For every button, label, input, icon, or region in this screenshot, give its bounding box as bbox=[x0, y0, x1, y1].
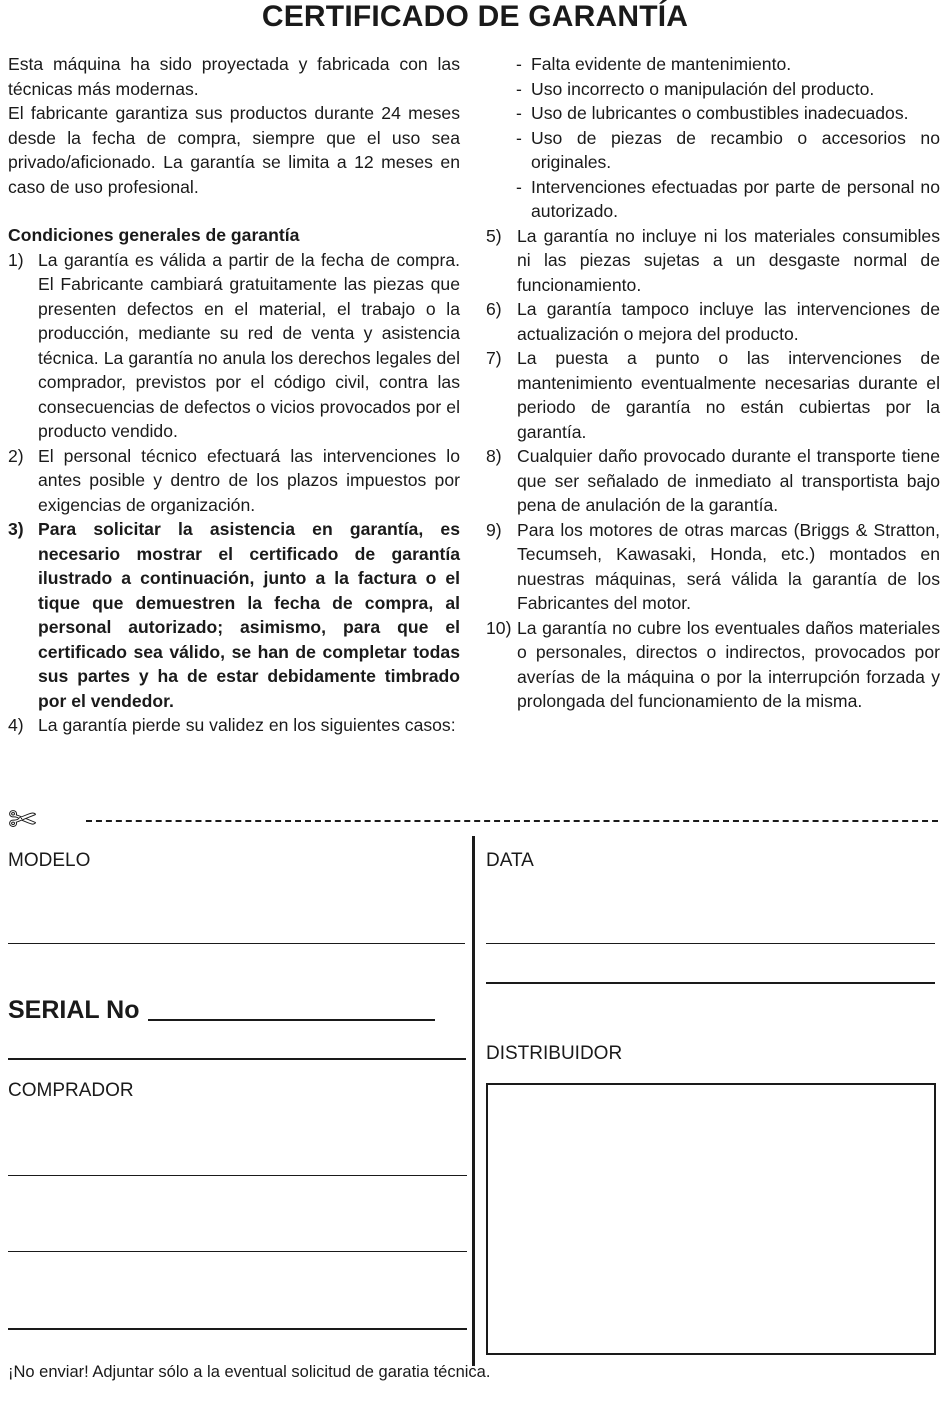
condition-text: La garantía pierde su validez en los siguientes casos: bbox=[38, 715, 456, 735]
distribuidor-label: DISTRIBUIDOR bbox=[486, 1043, 623, 1064]
exclusion-cases-list bbox=[486, 52, 940, 224]
condition-item-2 bbox=[8, 444, 460, 518]
scissors-icon: ✄ bbox=[8, 801, 37, 839]
condition-text: La garantía tampoco incluye las intervenciones de actualización o mejora del producto. bbox=[517, 299, 940, 344]
condition-number: 5) bbox=[486, 225, 502, 246]
serial-number-label: SERIAL No bbox=[8, 996, 140, 1024]
condition-text: Cualquier daño provocado durante el transporte tiene que ser señalado de inmediato al transportista bajo pena de anulación de la garantía. bbox=[517, 446, 940, 515]
comprador-field-line-3[interactable] bbox=[8, 1328, 467, 1330]
comprador-field-line-1[interactable] bbox=[8, 1175, 467, 1176]
serial-number-field-line-2[interactable] bbox=[8, 1058, 466, 1060]
serial-number-field-line[interactable] bbox=[148, 1019, 435, 1021]
condition-number: 8) bbox=[486, 446, 502, 466]
cut-line bbox=[86, 820, 938, 822]
condition-text: La garantía no cubre los eventuales daños materiales o personales, directos o indirectos, provocados por averías de la máquina o por la interrupción forzada y prolongada del funcionamiento de la misma. bbox=[517, 617, 940, 711]
comprador-label: COMPRADOR bbox=[8, 1080, 134, 1101]
case-item: - Uso incorrecto o manipulación del producto. bbox=[486, 77, 940, 102]
condition-number: 1) bbox=[8, 249, 24, 270]
condition-text: La garantía es válida a partir de la fecha de compra. El Fabricante cambiará gratuitamente las piezas que presenten defectos en el material, el trabajo o la producción, mediante su red de venta y asistencia técnica. La garantía no anula los derechos legales del comprador, previstos por el código civil, contra las consecuencias de defectos o vicios provocados por el producto vendido. bbox=[38, 249, 460, 441]
condition-number: 6) bbox=[486, 299, 502, 319]
condition-text: La puesta a punto o las intervenciones de mantenimiento eventualmente necesarias durante el periodo de garantía no están cubiertas por la garantía. bbox=[517, 348, 940, 442]
condition-number: 7) bbox=[486, 348, 502, 368]
case-item: - Falta evidente de mantenimiento. bbox=[486, 52, 940, 77]
condition-item-5 bbox=[486, 224, 940, 298]
form-column-divider bbox=[472, 836, 475, 1366]
condition-text: Para los motores de otras marcas (Briggs & Stratton, Tecumseh, Kawasaki, Honda, etc.) montados en nuestras máquinas, será válida la garantía de los Fabricantes del motor. bbox=[517, 519, 940, 613]
condition-item-10 bbox=[486, 616, 940, 714]
condition-number: 3) bbox=[8, 519, 24, 539]
intro-paragraph-1: Esta máquina ha sido proyectada y fabricada con las técnicas más modernas. bbox=[8, 54, 460, 99]
data-field-line[interactable] bbox=[486, 943, 935, 944]
modelo-label: MODELO bbox=[8, 850, 91, 871]
condition-item-3 bbox=[8, 517, 460, 713]
condition-number: 2) bbox=[8, 445, 24, 466]
conditions-heading: Condiciones generales de garantía bbox=[8, 225, 300, 245]
condition-item-8 bbox=[486, 444, 940, 518]
condition-number: 10) bbox=[486, 617, 512, 638]
data-label: DATA bbox=[486, 850, 534, 871]
conditions-list-continued bbox=[486, 224, 940, 714]
condition-item-4 bbox=[8, 713, 460, 738]
condition-number: 4) bbox=[8, 715, 24, 735]
right-column bbox=[486, 52, 940, 714]
condition-number: 9) bbox=[486, 519, 502, 540]
intro-paragraph-2: El fabricante garantiza sus productos durante 24 meses desde la fecha de compra, siempre que el uso sea privado/aficionado. La garantía se limita a 12 meses en caso de uso profesional. bbox=[8, 103, 460, 197]
footer-note: ¡No enviar! Adjuntar sólo a la eventual solicitud de garatia técnica. bbox=[8, 1363, 491, 1381]
case-item: - Uso de piezas de recambio o accesorios no originales. bbox=[486, 126, 940, 175]
condition-item-9 bbox=[486, 518, 940, 616]
case-item: - Uso de lubricantes o combustibles inadecuados. bbox=[486, 101, 940, 126]
modelo-field-line[interactable] bbox=[8, 943, 465, 944]
left-column bbox=[8, 52, 460, 738]
distribuidor-stamp-box[interactable] bbox=[486, 1083, 936, 1355]
condition-item-7 bbox=[486, 346, 940, 444]
condition-text: La garantía no incluye ni los materiales consumibles ni las piezas sujetas a un desgaste normal de funcionamiento. bbox=[517, 225, 940, 295]
page-title: CERTIFICADO DE GARANTÍA bbox=[261, 0, 689, 33]
comprador-field-line-2[interactable] bbox=[8, 1251, 467, 1252]
data-field-line-2[interactable] bbox=[486, 982, 935, 984]
condition-text: El personal técnico efectuará las intervenciones lo antes posible y dentro de los plazos impuestos por exigencias de organización. bbox=[38, 445, 460, 515]
condition-text: Para solicitar la asistencia en garantía, es necesario mostrar el certificado de garantía ilustrado a continuación, junto a la factura o el tique que demuestren la fecha de compra, al personal autorizado; asimismo, para que el certificado sea válido, se han de completar todas sus partes y ha de estar debidamente timbrado por el vendedor. bbox=[38, 519, 460, 711]
conditions-list bbox=[8, 248, 460, 738]
condition-item-1 bbox=[8, 248, 460, 444]
case-item: - Intervenciones efectuadas por parte de personal no autorizado. bbox=[486, 175, 940, 224]
condition-item-6 bbox=[486, 297, 940, 346]
